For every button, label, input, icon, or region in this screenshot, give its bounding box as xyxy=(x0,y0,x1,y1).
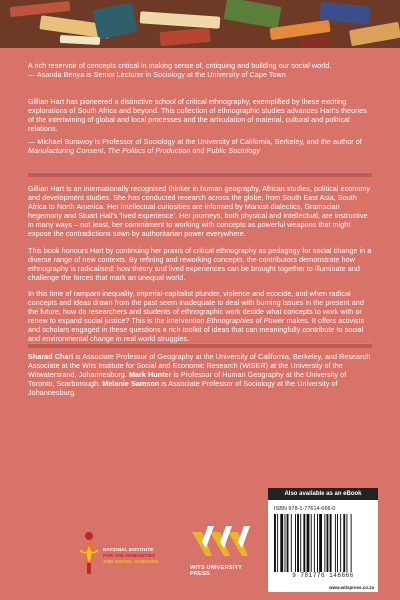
section-divider-2 xyxy=(28,343,372,348)
wits-press-logo-icon xyxy=(188,518,258,562)
editor-name-sharad-chari: Sharad Chari xyxy=(28,352,74,361)
book-title-politics-of-production: The Politics of Production xyxy=(107,146,191,156)
book-title-public-sociology: Public Sociology xyxy=(206,146,261,156)
description-paragraph-1: Gillian Hart is an internationally recognised thinker in human geography, African studies, political economy and development studies. She has conducted research across the globe, from South East Asia, South Africa to North America. Her intellectual curiosities are informed by Marxist dialectics, Gramscian hegemony and Stuart Hall's 'lived experience'. Her journeys, both physical and intellectual, are instructive in many ways – not least, her commitment to working with concepts as powerful weapons that might expose the contradictions sown by authoritarian power everywhere. xyxy=(28,184,371,239)
wits-press-logo xyxy=(188,518,258,578)
editor-name-mark-hunter: Mark Hunter xyxy=(128,370,172,380)
description-paragraph-3: In this time of rampant inequality, imperial-capitalist plunder, violence and ecocide, and when radical concepts and ideas drawn from the past seem inadequate to deal with burning issues in the present and the future, how do researchers and students of ethnographic work decide what concepts to work with or renew to expand social justice? This is the intervention Ethnographies of Power makes. It offers activists and scholars engaged in these questions a rich toolkit of ideas that can meaningfully contribute to social and environmental change in real world struggles. xyxy=(28,288,365,344)
quote-2-attribution: — Michael Burawoy is Professor of Sociology at the University of California, Berkeley, and the author of Manufacturing Consent, The Politics of Production and Public Sociology xyxy=(28,137,362,156)
nihss-line-3: AND SOCIAL SCIENCES xyxy=(103,560,159,565)
barcode-panel xyxy=(268,500,378,592)
nihss-logo xyxy=(78,528,178,578)
isbn-label: ISBN 978-1-77614-666-0 xyxy=(274,506,336,512)
editor-bios xyxy=(28,352,374,397)
book-description xyxy=(28,184,374,344)
publisher-website: www.witspress.co.za xyxy=(329,585,374,590)
quote-2-text: Gillian Hart has pioneered a distinctive school of critical ethnography, exemplified by these exciting explorations of South Africa and beyond. This collection of ethnographic studies advances Hart's theories of the intertwining of global and local processes and the articulation of material, cultural and political relations. xyxy=(28,97,367,134)
ebook-banner: Also available as an eBook xyxy=(268,488,378,500)
barcode-icon xyxy=(274,514,372,572)
quote-1-attribution: — Asanda Benya is Senior Lecturer in Sociology at the University of Cape Town xyxy=(28,70,286,80)
endorsement-quote-2 xyxy=(28,97,374,156)
cover-art-strip xyxy=(0,0,400,48)
barcode-number: 9 781776 146666 xyxy=(292,572,354,579)
book-title-manufacturing-consent: Manufacturing Consent xyxy=(28,146,104,156)
wits-press-label: WITS UNIVERSITY PRESS xyxy=(190,565,243,577)
editor-bio-text: Sharad Chari is Associate Professor of Geography at the University of California, Berkeley, and Research Associate at the Wits Institute for Social and Economic Research (WiSER) at the University of the Witwatersrand, Johannesburg. Mark Hunter is Professor of Human Geography at the University of Toronto, Scarborough. Melanie Samson is Associate Professor of Sociology at the University of Johannesburg. xyxy=(28,352,371,398)
quote-1-text: A rich reservoir of concepts critical in making sense of, critiquing and building our social world. xyxy=(28,61,332,70)
description-paragraph-2: This book honours Hart by continuing her praxis of critical ethnography as pedagogy for social change in a diverse range of new contexts. By refining and reworking concepts, the contributors demonstrate how ethnography is radicalised: how theory and lived experiences can be brought together to illuminate and challenge the forces that mark an unequal world. xyxy=(28,245,372,282)
editor-name-melanie-samson: Melanie Samson xyxy=(102,379,160,389)
section-divider-1 xyxy=(28,172,372,177)
nihss-logo-icon xyxy=(78,530,100,576)
endorsement-quote-1 xyxy=(28,61,374,79)
book-title-ethnographies-of-power: Ethnographies of Power xyxy=(206,316,285,326)
nihss-line-1: NATIONAL INSTITUTE xyxy=(103,548,154,553)
nihss-line-2: FOR THE HUMANITIES xyxy=(103,554,156,559)
